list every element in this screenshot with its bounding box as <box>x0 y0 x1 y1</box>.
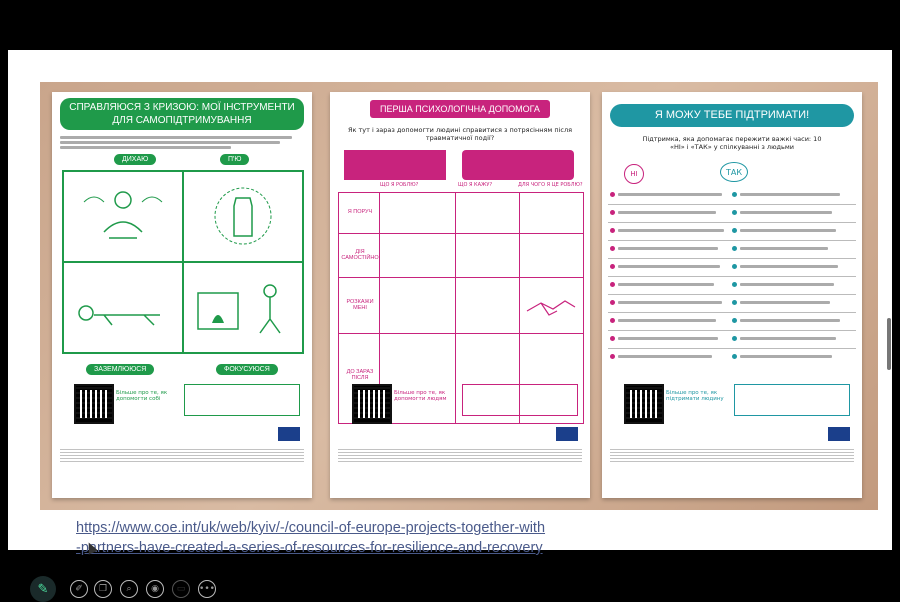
grid-cell-ground <box>63 262 183 353</box>
first-aid-callout-right <box>462 150 574 180</box>
col-what: ЩО Я РОБЛЮ? <box>380 182 419 188</box>
handshake-icon <box>523 289 579 325</box>
lying-figure-icon <box>64 263 182 351</box>
col-why: ДЛЯ ЧОГО Я ЦЕ РОБЛЮ? <box>518 182 583 188</box>
council-of-europe-logo-icon <box>278 427 300 441</box>
copy-icon[interactable]: ❐ <box>94 580 112 598</box>
col-say: ЩО Я КАЖУ? <box>458 182 493 188</box>
poster-self-help-title: СПРАВЛЯЮСЯ З КРИЗОЮ: МОЇ ІНСТРУМЕНТИ ДЛЯ САМОПІДТРИМУВАННЯ <box>60 98 304 130</box>
grid-cell-focus <box>183 262 303 353</box>
grid-cell-breathe <box>63 171 183 262</box>
row-near: Я ПОРУЧ <box>347 209 373 215</box>
poster-support <box>602 92 862 498</box>
poster-support-fineprint <box>610 448 854 462</box>
poster-self-help-footer: Більше про те, як допомогти собі <box>116 390 168 402</box>
poster-board <box>40 82 878 510</box>
row-talk: РОЗКАЖИ МЕНІ <box>346 299 374 311</box>
camera-icon[interactable]: ▭ <box>172 580 190 598</box>
poster-self-help-intro <box>60 136 304 149</box>
poster-first-aid <box>330 92 590 498</box>
poster-self-help-fineprint <box>60 448 304 462</box>
poster-first-aid-footer: Більше про те, як допомогти людям <box>394 390 447 402</box>
scrollbar-handle[interactable] <box>887 318 891 370</box>
poster-support-title: Я МОЖУ ТЕБЕ ПІДТРИМАТИ! <box>610 104 854 127</box>
fireplace-icon <box>184 263 302 351</box>
poster-first-aid-fineprint <box>338 448 582 462</box>
meditating-figure-icon <box>64 172 182 260</box>
marker-icon[interactable]: ✐ <box>70 580 88 598</box>
label-drink: П'Ю <box>220 154 249 165</box>
label-ground: ЗАЗЕМЛЮЮСЯ <box>86 364 154 375</box>
label-breathe: ДИХАЮ <box>114 154 156 165</box>
qr-code-icon <box>74 384 114 424</box>
poster-support-subtitle: Підтримка, яка допомагає пережити важкі часи: 10 «НІ» і «ТАК» у спілкуванні з людьми <box>642 135 822 151</box>
yes-badge: ТАК <box>720 162 748 182</box>
more-icon[interactable]: ••• <box>198 580 216 598</box>
poster-first-aid-question: Як тут і зараз допомогти людині справитися з потрясінням після травматичної події? <box>347 126 573 142</box>
water-bottle-icon <box>184 172 302 260</box>
support-list <box>602 188 862 368</box>
poster-support-box <box>734 384 850 416</box>
first-aid-callout-left <box>344 150 446 180</box>
poster-self-help-box <box>184 384 300 416</box>
zoom-icon[interactable]: ⌕ <box>120 580 138 598</box>
label-focus: ФОКУСУЮСЯ <box>216 364 278 375</box>
grid-cell-drink <box>183 171 303 262</box>
self-help-grid <box>62 170 304 354</box>
council-of-europe-logo-icon <box>828 427 850 441</box>
row-act: ДІЯ САМОСТІЙНО <box>341 249 379 261</box>
poster-support-footer: Більше про те, як підтримати людину <box>666 390 724 402</box>
poster-first-aid-title: ПЕРША ПСИХОЛОГІЧНА ДОПОМОГА <box>370 100 550 118</box>
qr-code-icon <box>352 384 392 424</box>
poster-first-aid-box <box>462 384 578 416</box>
poster-self-help <box>52 92 312 498</box>
annotation-toolbar <box>30 576 230 602</box>
pen-icon[interactable]: ✎ <box>30 576 56 602</box>
no-badge: НІ <box>624 164 644 184</box>
slide <box>8 50 892 597</box>
council-of-europe-logo-icon <box>556 427 578 441</box>
resource-link[interactable]: https://www.coe.int/uk/web/kyiv/-/council-of-europe-projects-together-with-partners-have-created-a-series-of-resources-for-resilience-and-recovery <box>76 520 546 556</box>
row-now: ДО ЗАРАЗ ПІСЛЯ <box>346 369 374 381</box>
laser-icon[interactable]: ◉ <box>146 580 164 598</box>
qr-code-icon <box>624 384 664 424</box>
